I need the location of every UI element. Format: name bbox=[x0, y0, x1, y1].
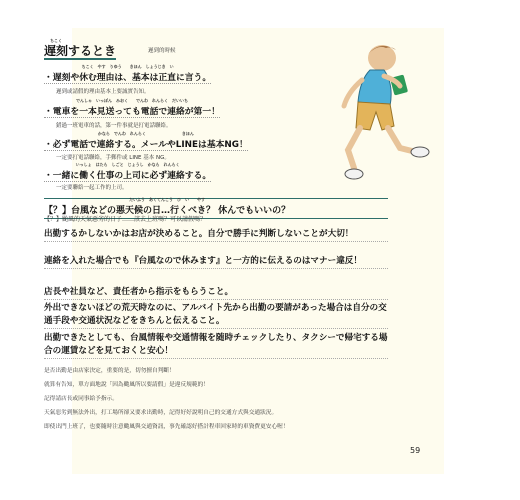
title-ruby: ちこく bbox=[50, 38, 62, 43]
tip-3-zh: 一定要打電話聯絡，手郵件或 LINE 基本 NG。 bbox=[56, 155, 170, 161]
section-title bbox=[44, 38, 117, 60]
advice-1-jp: 出勤するかしないかはお店が決めること。自分で勝手に判断しないことが大切！ bbox=[44, 228, 388, 242]
tip-4-jp: いっしょ はたら しごと じょうし かなら れんらく ・一緒に働く仕事の上司に必ず連絡する。 bbox=[44, 162, 212, 181]
advice-3-zh: 記得請店長或同事給予指示。 bbox=[44, 396, 118, 402]
tip-4-zh: 一定要聯絡一起工作的上司。 bbox=[56, 185, 128, 191]
advice-5-jp: 出勤できたとしても、台風情報や交通情報を随時チェックしたり、タクシーで帰宅する場合の運賃などを見ておくと安心！ bbox=[44, 332, 388, 359]
page-number: 59 bbox=[410, 446, 421, 455]
advice-2-zh: 就算有告知，單方面地說「因為颱風所以要請假」是違反規範的！ bbox=[44, 382, 209, 388]
question-title-zh: 【？】颱風的天氣惡劣的日子……該去上班嗎？可以請假嗎？ bbox=[44, 216, 207, 223]
tip-2-jp: でんしゃ いっぽん みおく でんわ れんらく だいいち ・電車を一本見送っても電話で連絡が第一！ bbox=[44, 98, 220, 117]
section-subtitle: 遲到的時候 bbox=[148, 48, 176, 54]
tip-1-zh: 遲到或請假的理由基本上要誠實告知。 bbox=[56, 89, 150, 95]
advice-4-zh: 天氣惡劣到無法外出，打工場所卻又要求出勤時，記得好好說明自己的交通方式與交通狀況。 bbox=[44, 410, 278, 416]
tip-2-zh: 錯過一班電車的話，第一件事就是打電話聯絡。 bbox=[56, 123, 172, 129]
advice-5-zh: 即使出門上班了，也要隨時注意颱風與交通資訊，事先確認好搭計程車回家時的車資費更安心喔！ bbox=[44, 424, 289, 430]
advice-4-jp: 外出できないほどの荒天時なのに、アルバイト先から出勤の要請があった場合は自分の交通手段や交通状況などをきちんと伝えること。 bbox=[44, 302, 388, 329]
question-title-ruby: たいふう あくてんこう ひ い やす bbox=[129, 197, 206, 202]
question-title: たいふう あくてんこう ひ い やす 【？】台風などの悪天候の日…行くべき？ 休んでもいいの？ bbox=[44, 198, 388, 219]
tip-1-jp: ちこく やす りゆう きほん しょうじき い ・遅刻や休む理由は、基本は正直に言う。 bbox=[44, 64, 212, 83]
title-rest: するとき bbox=[68, 44, 117, 58]
running-person-illustration bbox=[320, 40, 430, 190]
title-lead: 遅刻 bbox=[44, 44, 69, 58]
tip-3-jp: かなら でんわ れんらく きほん ・必ず電話で連絡する。メールやLINEは基本NG！ bbox=[44, 131, 248, 150]
advice-3-jp: 店長や社員など、責任者から指示をもらうこと。 bbox=[44, 286, 388, 300]
advice-1-zh: 是否出勤是由店家決定，重要的是，切勿擅自判斷！ bbox=[44, 368, 175, 374]
advice-2-jp: 連絡を入れた場合でも『台風なので休みます』と一方的に伝えるのはマナー違反！ bbox=[44, 255, 388, 269]
